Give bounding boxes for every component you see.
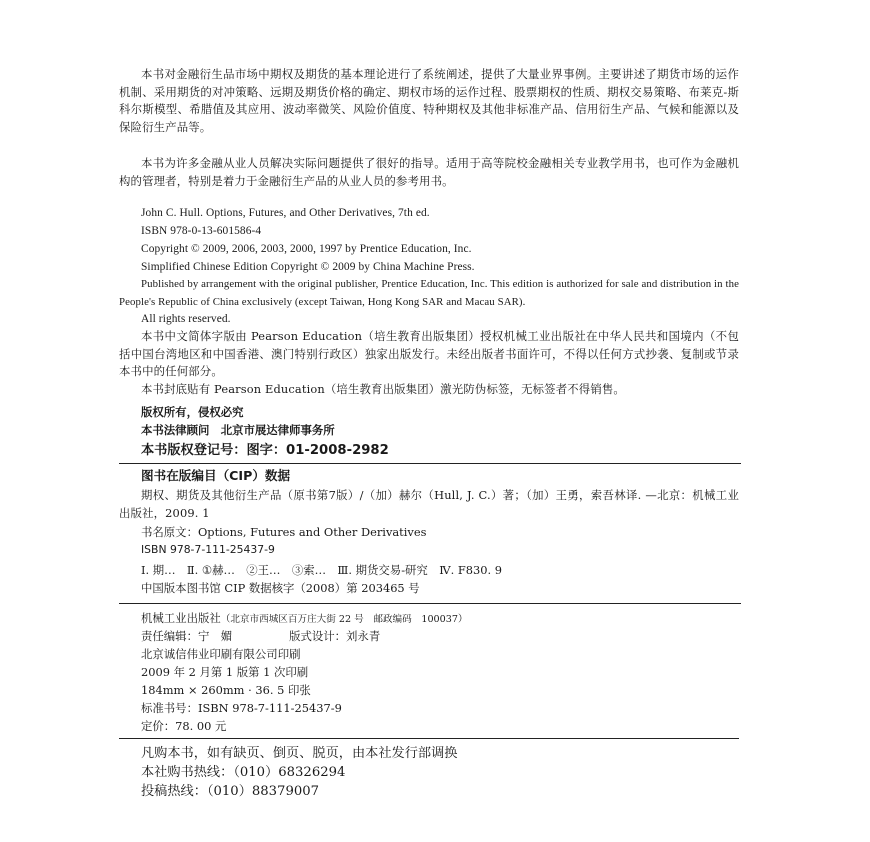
section-divider-imprint: [119, 738, 739, 739]
original-title-line: John C. Hull. Options, Futures, and Other Derivatives, 7th ed.: [141, 207, 430, 219]
cip-original-title: 书名原文：Options, Futures and Other Derivatives: [141, 525, 427, 539]
format-line: 184mm × 260mm · 36. 5 印张: [141, 683, 311, 697]
publisher-name: 机械工业出版社: [141, 611, 221, 625]
authorization-paragraph: Published by arrangement with the original publisher, Prentice Education, Inc. This edition is authorized for sale and distribution in the People's Republic of China exclusively (except Taiwan, Hong Kong SAR and Macau SAR).: [119, 278, 739, 308]
edition-line: 2009 年 2 月第 1 版第 1 次印刷: [141, 665, 309, 679]
printer-line: 北京诚信伟业印刷有限公司印刷: [141, 647, 301, 661]
cip-entry: 期权、期货及其他衍生产品（原书第7版）/（加）赫尔（Hull, J. C.）著；（加）王勇，索吾林译. —北京：机械工业出版社，2009. 1: [119, 488, 739, 520]
book-summary-paragraph: 本书对金融衍生品市场中期权及期货的基本理论进行了系统阐述，提供了大量业界事例。主要讲述了期货市场的运作机制、采用期货的对冲策略、远期及期货价格的确定、期权市场的运作过程、股票期权的性质、期权交易策略、布莱克-斯科尔斯模型、希腊值及其应用、波动率微笑、风险价值度、特种期权及其他非标准产品、信用衍生产品、气候和能源以及保险衍生产品等。: [119, 67, 739, 134]
rights-reserved-line: 版权所有，侵权必究: [141, 405, 244, 419]
returns-notice: 凡购本书，如有缺页、倒页、脱页，由本社发行部调换: [141, 746, 458, 761]
copyright-line: Copyright © 2009, 2006, 2003, 2000, 1997 by Prentice Education, Inc.: [141, 243, 472, 255]
publisher-line: [141, 610, 468, 628]
section-divider-bottom: [119, 603, 741, 604]
license-paragraph: 本书中文简体字版由 Pearson Education（培生教育出版集团）授权机械工业出版社在中华人民共和国境内（不包括中国台湾地区和中国香港、澳门特别行政区）独家出版发行。未经出版者书面许可，不得以任何方式抄袭、复制或节录本书中的任何部分。: [119, 329, 739, 379]
section-divider-top: [119, 463, 741, 464]
copyright-registration-number: 本书版权登记号：图字：01-2008-2982: [141, 443, 389, 458]
cip-heading: 图书在版编目（CIP）数据: [141, 468, 291, 483]
price-line: 定价：78. 00 元: [141, 719, 227, 733]
cip-data-number: 中国版本图书馆 CIP 数据核字（2008）第 203465 号: [141, 581, 420, 595]
anti-counterfeit-paragraph: 本书封底贴有 Pearson Education（培生教育出版集团）激光防伪标签，无标签者不得销售。: [141, 382, 625, 396]
publisher-address: （北京市西城区百万庄大街 22 号 邮政编码 100037）: [220, 614, 468, 625]
legal-advisor-line: 本书法律顾问 北京市展达律师事务所: [141, 423, 335, 437]
sales-hotline: 本社购书热线：（010）68326294: [141, 765, 346, 780]
cip-isbn: ISBN 978-7-111-25437-9: [141, 543, 275, 556]
simplified-edition-line: Simplified Chinese Edition Copyright © 2009 by China Machine Press.: [141, 261, 475, 273]
original-isbn-line: ISBN 978-0-13-601586-4: [141, 225, 262, 237]
editor-line: 责任编辑：宁 媚 版式设计：刘永青: [141, 629, 381, 643]
submission-hotline: 投稿热线：（010）88379007: [141, 784, 320, 799]
all-rights-reserved-line: All rights reserved.: [141, 313, 231, 325]
book-audience-paragraph: 本书为许多金融从业人员解决实际问题提供了很好的指导。适用于高等院校金融相关专业教学用书，也可作为金融机构的管理者，特别是着力于金融衍生产品的从业人员的参考用书。: [119, 156, 739, 188]
cip-classification: Ⅰ. 期… Ⅱ. ①赫… ②王… ③索… Ⅲ. 期货交易-研究 Ⅳ. F830. 9: [141, 563, 502, 577]
standard-isbn-line: 标准书号：ISBN 978-7-111-25437-9: [141, 701, 342, 715]
